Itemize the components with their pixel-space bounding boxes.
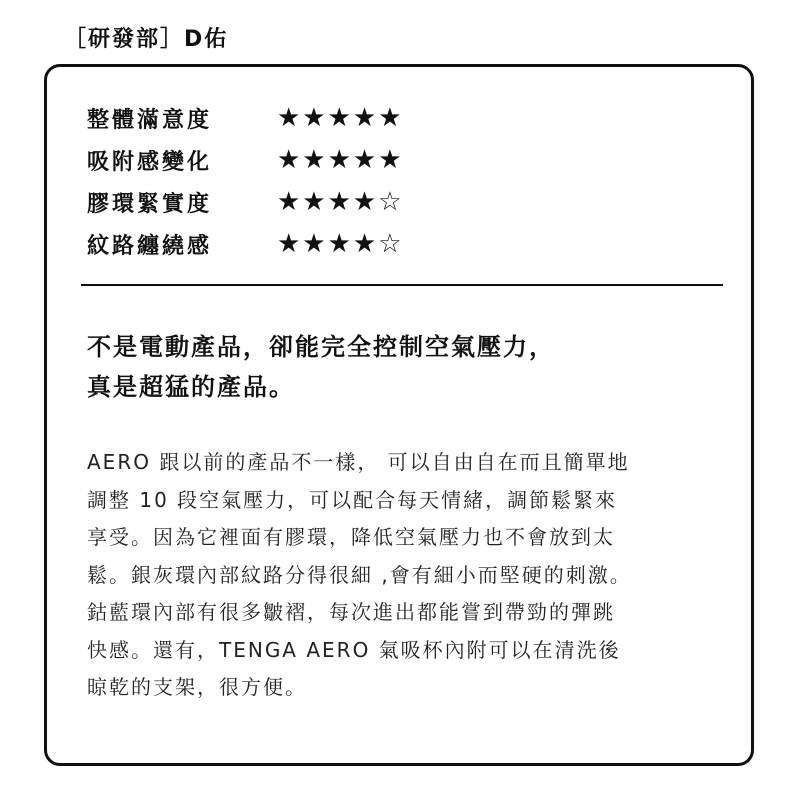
rating-row-suction — [87, 139, 467, 181]
section-divider — [81, 284, 723, 286]
rating-row-tightness — [87, 181, 467, 223]
rating-label: 吸附感變化 — [87, 149, 213, 175]
star-rating-icon: ★★★★★ — [277, 145, 404, 175]
rating-label: 紋路纏繞感 — [87, 233, 213, 259]
body-line: AERO 跟以前的產品不一樣， 可以自由自在而且簡單地 — [87, 450, 630, 474]
reviewer-name: ［研發部］D佑 — [64, 27, 229, 52]
body-line: 鬆。銀灰環內部紋路分得很細 ,會有細小而堅硬的刺激。 — [87, 562, 632, 587]
review-body — [87, 444, 727, 707]
star-rating-icon: ★★★★☆ — [277, 229, 404, 259]
body-line: 享受。因為它裡面有膠環，降低空氣壓力也不會放到太 — [87, 525, 615, 549]
body-line: 晾乾的支架，很方便。 — [87, 675, 307, 699]
rating-row-overall — [87, 97, 467, 139]
review-card — [44, 64, 754, 766]
rating-label: 整體滿意度 — [87, 107, 213, 133]
rating-row-texture — [87, 223, 467, 265]
ratings-list — [87, 97, 467, 265]
star-rating-icon: ★★★★☆ — [277, 187, 404, 217]
body-line: 鈷藍環內部有很多皺褶，每次進出都能嘗到帶勁的彈跳 — [87, 600, 615, 624]
headline-line: 不是電動產品，卻能完全控制空氣壓力， — [87, 333, 555, 361]
body-line: 調整 10 段空氣壓力，可以配合每天情緒，調節鬆緊來 — [87, 487, 618, 512]
rating-label: 膠環緊實度 — [87, 191, 213, 217]
headline-line: 真是超猛的產品。 — [87, 373, 295, 401]
review-headline — [87, 327, 707, 407]
star-rating-icon: ★★★★★ — [277, 103, 404, 133]
body-line: 快感。還有，TENGA AERO 氣吸杯內附可以在清洗後 — [87, 637, 621, 662]
